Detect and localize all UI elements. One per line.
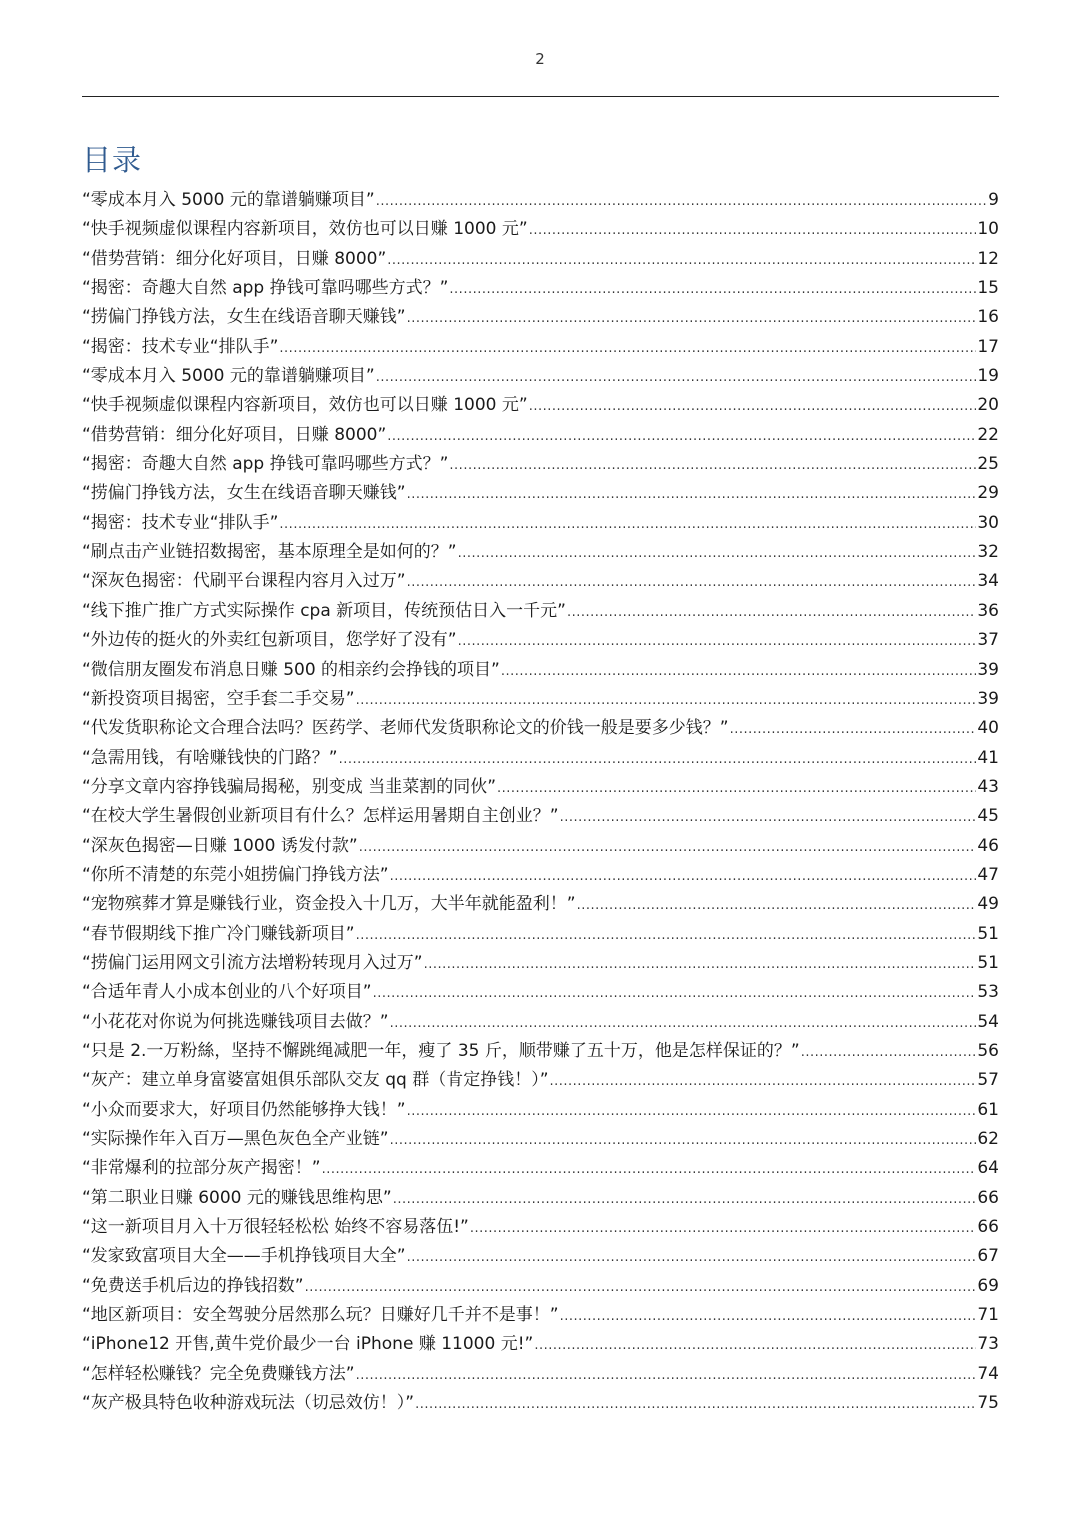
toc-entry-page: 74 [977,1363,999,1384]
toc-entry-page: 62 [977,1129,999,1149]
toc-entry[interactable] [82,215,999,244]
toc-entry-title: “这一新项目月入十万很轻轻松松 始终不容易落伍!” [82,1217,469,1238]
toc-entry-title: “实际操作年入百万—黑色灰色全产业链” [82,1129,389,1149]
header-divider [82,96,999,97]
toc-entry-page: 57 [977,1070,999,1091]
toc-entry-title: “非常爆利的拉部分灰产揭密！” [82,1158,321,1179]
toc-entry-title: “快手视频虚似课程内容新项目，效仿也可以日赚 1000 元” [82,395,528,416]
dot-leader [560,803,977,832]
toc-entry[interactable] [82,1360,999,1389]
toc-entry[interactable] [82,1213,999,1242]
toc-entry[interactable] [82,1330,999,1359]
toc-entry[interactable] [82,421,999,450]
toc-entry-title: “合适年青人小成本创业的八个好项目” [82,982,372,1003]
toc-entry-page: 46 [977,835,999,856]
toc-entry-title: “第二职业日赚 6000 元的赚钱思维构思” [82,1187,392,1208]
toc-entry-page: 16 [977,307,999,328]
toc-entry-title: “在校大学生暑假创业新项目有什么？怎样运用暑期自主创业？” [82,806,559,827]
toc-entry-title: “发家致富项目大全——手机挣钱项目大全” [82,1246,406,1267]
toc-entry-page: 39 [977,688,999,709]
toc-entry-page: 61 [977,1099,999,1120]
toc-entry-page: 71 [977,1305,999,1326]
dot-leader [529,392,977,421]
dot-leader [279,510,976,539]
table-of-contents [82,186,999,1418]
toc-entry[interactable] [82,626,999,655]
dot-leader [534,1331,976,1360]
toc-entry[interactable] [82,186,999,215]
page-number: 2 [535,50,545,68]
toc-entry-title: “借势营销：细分化好项目，日赚 8000” [82,424,387,445]
toc-entry[interactable] [82,303,999,332]
dot-leader [458,539,977,568]
toc-entry[interactable] [82,391,999,420]
toc-entry-page: 49 [977,894,999,915]
toc-entry-title: “灰产极具特色收种游戏玩法（切忌效仿！）” [82,1393,415,1414]
toc-entry-title: “免费送手机后边的挣钱招数” [82,1275,304,1296]
toc-entry-title: “揭密：奇趣大自然 app 挣钱可靠吗哪些方式？” [82,454,449,475]
dot-leader [359,833,977,862]
toc-entry[interactable] [82,1272,999,1301]
toc-entry[interactable] [82,567,999,596]
toc-entry-page: 69 [977,1275,999,1296]
dot-leader [407,568,977,597]
toc-entry-page: 51 [977,923,999,944]
toc-entry[interactable] [82,656,999,685]
toc-entry-title: “宠物殡葬才算是赚钱行业，资金投入十几万，大半年就能盈利！” [82,894,576,915]
toc-entry-title: “急需用钱，有啥赚钱快的门路？” [82,747,338,768]
toc-entry-page: 12 [977,248,999,269]
toc-entry-page: 34 [977,571,999,592]
toc-entry-title: “只是 2.一万粉絲，坚持不懈跳绳减肥一年，瘦了 35 斤，顺带赚了五十万，他是怎样保证的？” [82,1040,800,1061]
toc-entry-title: “外边传的挺火的外卖红包新项目，您学好了没有” [82,630,457,651]
toc-entry[interactable] [82,245,999,274]
toc-entry-page: 39 [977,659,999,680]
toc-entry-title: “你所不清楚的东莞小姐捞偏门挣钱方法” [82,864,389,885]
toc-entry-title: “捞偏门挣钱方法，女生在线语音聊天赚钱” [82,483,406,504]
toc-entry[interactable] [82,1242,999,1271]
toc-entry-page: 73 [977,1334,999,1355]
dot-leader [501,657,976,686]
toc-entry-title: “灰产：建立单身富婆富姐俱乐部队交友 qq 群（肯定挣钱！）” [82,1070,549,1091]
toc-entry[interactable] [82,333,999,362]
toc-entry[interactable] [82,538,999,567]
dot-leader [305,1273,977,1302]
dot-leader [390,1009,977,1038]
toc-entry[interactable] [82,832,999,861]
toc-entry-page: 9 [988,190,999,210]
toc-entry-page: 67 [977,1246,999,1267]
toc-entry-title: “怎样轻松赚钱？完全免费赚钱方法” [82,1363,355,1384]
dot-leader [449,275,976,304]
dot-leader [407,1097,977,1126]
dot-leader [376,363,977,392]
toc-entry-page: 43 [977,776,999,797]
toc-entry[interactable] [82,920,999,949]
dot-leader [390,862,977,891]
toc-entry[interactable] [82,362,999,391]
toc-entry-page: 41 [977,747,999,768]
toc-entry-title: “深灰色揭密—日赚 1000 诱发付款” [82,835,358,856]
toc-entry-page: 25 [977,454,999,475]
toc-entry[interactable] [82,1037,999,1066]
toc-entry[interactable] [82,1389,999,1418]
dot-leader [424,950,977,979]
toc-entry-title: “零成本月入 5000 元的靠谱躺赚项目” [82,190,375,210]
toc-entry[interactable] [82,861,999,890]
toc-entry-title: “借势营销：细分化好项目，日赚 8000” [82,248,387,269]
toc-entry[interactable] [82,978,999,1007]
toc-entry-title: “揭密：技术专业“排队手” [82,512,279,533]
toc-entry-title: “刷点击产业链招数揭密，基本原理全是如何的？” [82,542,457,563]
toc-entry[interactable] [82,1008,999,1037]
dot-leader [356,686,977,715]
dot-leader [279,334,976,363]
dot-leader [407,1243,977,1272]
toc-entry[interactable] [82,597,999,626]
toc-entry-title: “分享文章内容挣钱骗局揭秘，别变成 当韭菜割的同伙” [82,776,497,797]
toc-entry[interactable] [82,802,999,831]
dot-leader [339,745,977,774]
toc-entry-page: 47 [977,864,999,885]
dot-leader [577,891,977,920]
toc-entry[interactable] [82,685,999,714]
dot-leader [393,1185,977,1214]
toc-entry-page: 17 [977,336,999,357]
toc-entry-page: 30 [977,512,999,533]
dot-leader [373,979,977,1008]
toc-entry-page: 37 [977,630,999,651]
toc-entry-title: “线下推广推广方式实际操作 cpa 新项目，传统预估日入一千元” [82,600,566,621]
toc-entry-title: “零成本月入 5000 元的靠谱躺赚项目” [82,366,375,387]
toc-entry[interactable] [82,450,999,479]
dot-leader [407,480,977,509]
toc-entry-title: “揭密：技术专业“排队手” [82,336,279,357]
dot-leader [390,1126,977,1155]
toc-entry[interactable] [82,744,999,773]
toc-heading: 目录 [82,143,143,177]
toc-entry-page: 15 [977,278,999,299]
toc-entry-page: 66 [977,1217,999,1238]
toc-entry[interactable] [82,509,999,538]
dot-leader [458,627,977,656]
toc-entry-page: 36 [977,600,999,621]
toc-entry-page: 56 [977,1040,999,1061]
toc-entry-title: “iPhone12 开售,黄牛党价最少一台 iPhone 赚 11000 元!” [82,1334,534,1355]
toc-entry[interactable] [82,949,999,978]
dot-leader [567,598,976,627]
dot-leader [387,422,976,451]
toc-entry-page: 64 [977,1158,999,1179]
dot-leader [356,1361,977,1390]
dot-leader [560,1302,977,1331]
toc-entry-page: 40 [977,718,999,739]
dot-leader [387,246,976,275]
dot-leader [497,774,976,803]
toc-entry[interactable] [82,479,999,508]
dot-leader [801,1038,977,1067]
dot-leader [470,1214,977,1243]
dot-leader [730,715,977,744]
toc-entry[interactable] [82,714,999,743]
dot-leader [529,216,977,245]
toc-entry[interactable] [82,274,999,303]
toc-entry-page: 19 [977,366,999,387]
toc-entry[interactable] [82,1066,999,1095]
toc-entry[interactable] [82,1184,999,1213]
toc-entry[interactable] [82,1125,999,1154]
dot-leader [449,451,976,480]
toc-entry-page: 66 [977,1187,999,1208]
dot-leader [356,921,977,950]
toc-entry-title: “快手视频虚似课程内容新项目，效仿也可以日赚 1000 元” [82,219,528,240]
dot-leader [376,187,987,216]
toc-entry[interactable] [82,1096,999,1125]
toc-entry-page: 45 [977,806,999,827]
toc-entry-title: “捞偏门挣钱方法，女生在线语音聊天赚钱” [82,307,406,328]
dot-leader [322,1155,977,1184]
toc-entry-page: 53 [977,982,999,1003]
toc-entry-page: 10 [977,219,999,240]
toc-entry-page: 75 [977,1393,999,1414]
toc-entry-title: “揭密：奇趣大自然 app 挣钱可靠吗哪些方式？” [82,278,449,299]
toc-entry-title: “春节假期线下推广冷门赚钱新项目” [82,923,355,944]
toc-entry-title: “捞偏门运用网文引流方法增粉转现月入过万” [82,952,423,973]
toc-entry[interactable] [82,890,999,919]
dot-leader [415,1390,976,1419]
toc-entry[interactable] [82,1301,999,1330]
toc-entry[interactable] [82,773,999,802]
toc-entry-title: “深灰色揭密：代刷平台课程内容月入过万” [82,571,406,592]
toc-entry-page: 22 [977,424,999,445]
toc-entry[interactable] [82,1154,999,1183]
dot-leader [407,304,977,333]
toc-entry-page: 20 [977,395,999,416]
toc-entry-title: “代发货职称论文合理合法吗？医药学、老师代发货职称论文的价钱一般是要多少钱？” [82,718,729,739]
toc-entry-title: “微信朋友圈发布消息日赚 500 的相亲约会挣钱的项目” [82,659,500,680]
toc-entry-page: 51 [977,952,999,973]
toc-entry-page: 32 [977,542,999,563]
toc-entry-page: 54 [977,1011,999,1032]
toc-entry-title: “新投资项目揭密，空手套二手交易” [82,688,355,709]
toc-entry-page: 29 [977,483,999,504]
toc-entry-title: “小众而要求大，好项目仍然能够挣大钱！” [82,1099,406,1120]
dot-leader [550,1067,977,1096]
toc-entry-title: “小花花对你说为何挑选赚钱项目去做？” [82,1011,389,1032]
toc-entry-title: “地区新项目：安全驾驶分居然那么玩？日赚好几千并不是事！” [82,1305,559,1326]
